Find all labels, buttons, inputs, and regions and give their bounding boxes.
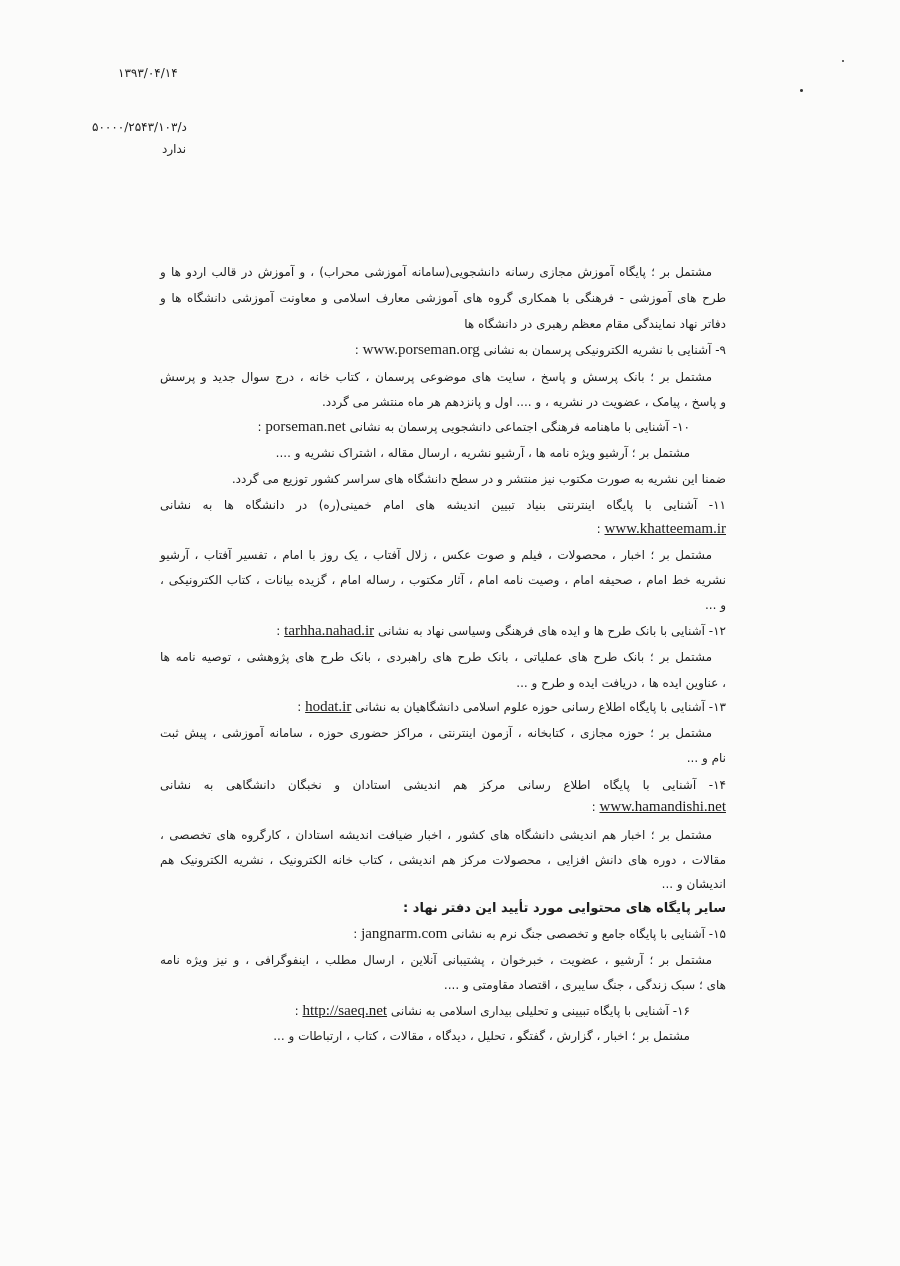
item-url-line: www.khatteemam.ir : [596, 521, 726, 537]
item-heading: ۱۴- آشنایی با پایگاه اطلاع رسانی مرکز هم اندیشی استادان و نخبگان دانشگاهی به نشانی [160, 778, 726, 792]
site-url[interactable]: tarhha.nahad.ir [284, 623, 375, 639]
item-heading: ۱۵- آشنایی با پایگاه جامع و تخصصی جنگ نرم به نشانی jangnarm.com : [353, 926, 726, 942]
body-line: ، عناوین ایده ها ، دریافت ایده و طرح و ... [516, 676, 726, 690]
letter-number: د/۵۰۰۰۰/۲۵۴۳/۱۰۳ [92, 120, 187, 134]
body-line: مشتمل بر ؛ آرشیو ویژه نامه ها ، آرشیو نشریه ، ارسال مقاله ، اشتراک نشریه و .... [275, 446, 690, 460]
body-line: طرح های آموزشی - فرهنگی با همکاری گروه های آموزشی معارف اسلامی و معاونت آموزشی دانشگاه ها و [160, 291, 726, 305]
body-line: مشتمل بر ؛ پایگاه آموزش مجازی رسانه دانشجویی(سامانه آموزشی محراب) ، و آموزش در قالب اردو ها و [160, 265, 712, 279]
body-line: مشتمل بر ؛ بانک طرح های عملیاتی ، بانک طرح های راهبردی ، بانک طرح های پژوهشی ، توصیه نامه ها [160, 650, 712, 664]
body-line: مقالات ، دوره های دانش افزایی ، محصولات مرکز هم اندیشی ، کتاب خانه الکترونیک ، نشریه الکترونیک هم [160, 853, 726, 867]
item-heading: ۱۰- آشنایی با ماهنامه فرهنگی اجتماعی دانشجویی پرسمان به نشانی porseman.net : [257, 419, 690, 435]
site-url[interactable]: www.hamandishi.net [599, 799, 726, 815]
item-url-line: www.hamandishi.net : [591, 799, 726, 815]
body-line: مشتمل بر ؛ اخبار ، محصولات ، فیلم و صوت عکس ، زلال آفتاب ، یک روز با امام ، تفسیر آفتاب ، آرشیو [160, 548, 712, 562]
site-url[interactable]: www.porseman.org [362, 342, 480, 358]
site-url[interactable]: http://saeq.net [302, 1003, 388, 1019]
item-heading: ۱۱- آشنایی با پایگاه اینترنتی بنیاد تبیین اندیشه های امام خمینی(ره) در دانشگاه ها به نشانی [160, 498, 726, 512]
letter-attachment: ندارد [162, 142, 187, 156]
body-line: مشتمل بر ؛ اخبار هم اندیشی دانشگاه های کشور ، اخبار ضیافت اندیشه استادان ، کارگروه های تخصصی ، [160, 828, 712, 842]
body-line: مشتمل بر ؛ اخبار ، گزارش ، گفتگو ، تحلیل ، دیدگاه ، مقالات ، کتاب ، ارتباطات و ... [273, 1029, 690, 1043]
body-line: و ... [704, 598, 726, 612]
body-line: مشتمل بر ؛ حوزه مجازی ، کتابخانه ، آزمون اینترنتی ، مراکز حضوری حوزه ، سامانه آموزشی ، پیش ثبت [160, 726, 712, 740]
body-line: و پاسخ ، پیامک ، عضویت در نشریه ، و .... اول و پانزدهم هر ماه منتشر می گردد. [321, 395, 726, 409]
body-line: مشتمل بر ؛ آرشیو ، عضویت ، خبرخوان ، پشتیبانی آنلاین ، ارسال مطلب ، اینفوگرافی ، و نیز ویژه نامه [160, 953, 712, 967]
item-heading: ۱۳- آشنایی با پایگاه اطلاع رسانی حوزه علوم اسلامی دانشگاهیان به نشانی hodat.ir : [297, 699, 726, 715]
scan-speck [800, 89, 803, 92]
site-url[interactable]: www.khatteemam.ir [604, 521, 726, 537]
item-heading: ۹- آشنایی با نشریه الکترونیکی پرسمان به نشانی www.porseman.org : [354, 342, 726, 358]
item-heading: ۱۶- آشنایی با پایگاه تبیینی و تحلیلی بیداری اسلامی به نشانی http://saeq.net : [294, 1003, 690, 1019]
site-url[interactable]: hodat.ir [305, 699, 352, 715]
body-line: های ؛ سبک زندگی ، جنگ سایبری ، اقتصاد مقاومتی و .... [443, 978, 726, 992]
section-heading: سایر پایگاه های محتوایی مورد تأیید این دفتر نهاد : [403, 901, 726, 916]
site-url[interactable]: porseman.net [265, 419, 346, 435]
letter-date: ۱۳۹۳/۰۴/۱۴ [118, 66, 178, 80]
body-line: دفاتر نهاد نمایندگی مقام معظم رهبری در دانشگاه ها [464, 317, 726, 331]
body-line: مشتمل بر ؛ بانک پرسش و پاسخ ، سایت های موضوعی پرسمان ، کتاب خانه ، درج سوال جدید و پرسش [160, 370, 712, 384]
body-line: نام و ... [686, 751, 726, 765]
body-line: ضمنا این نشریه به صورت مکتوب نیز منتشر و در سطح دانشگاه های سراسر کشور توزیع می گردد. [231, 472, 726, 486]
site-url[interactable]: jangnarm.com [361, 926, 448, 942]
body-line: نشریه خط امام ، صحیفه امام ، وصیت نامه امام ، آثار مکتوب ، رساله امام ، گزیده بیانات ، کتاب الکترونیکی ، [160, 573, 726, 587]
item-heading: ۱۲- آشنایی با بانک طرح ها و ایده های فرهنگی وسیاسی نهاد به نشانی tarhha.nahad.ir : [276, 623, 726, 639]
scan-speck [842, 60, 844, 62]
body-line: اندیشان و ... [661, 877, 726, 891]
